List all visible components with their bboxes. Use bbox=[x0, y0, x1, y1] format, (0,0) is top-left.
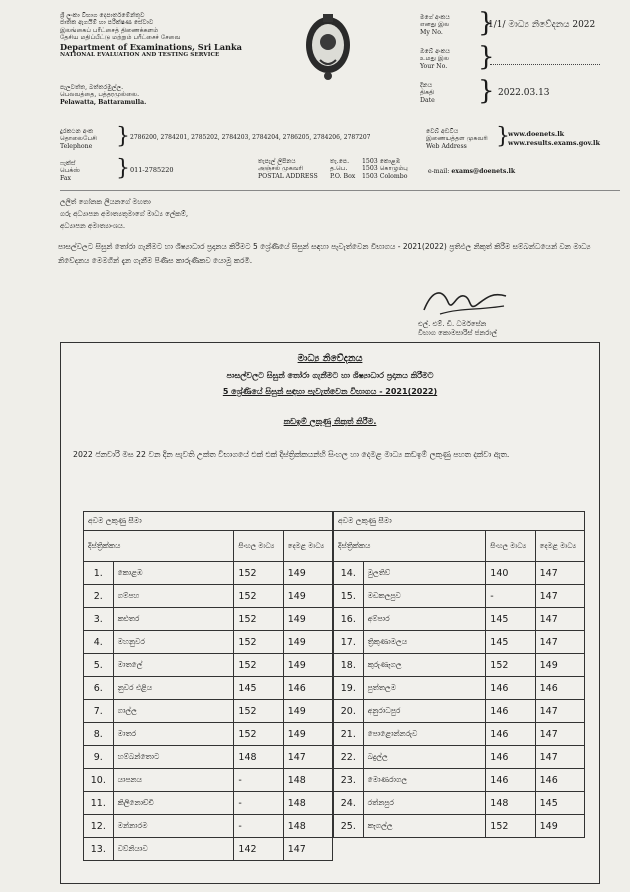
address-line: පැලවත්ත, බත්තරමුල්ල. bbox=[60, 84, 124, 91]
label: எனது இல bbox=[420, 21, 450, 29]
sinhala-cutoff: 145 bbox=[486, 608, 535, 631]
district-name: මාතලේ bbox=[113, 654, 234, 677]
table-row bbox=[84, 700, 333, 723]
sinhala-cutoff: 146 bbox=[486, 677, 535, 700]
sinhala-cutoff: 152 bbox=[234, 631, 283, 654]
label: මගේ අංකය bbox=[420, 14, 450, 21]
district-name: මාතර bbox=[113, 723, 234, 746]
tamil-cutoff: 147 bbox=[535, 608, 584, 631]
tamil-cutoff: 148 bbox=[283, 792, 332, 815]
telephone-labels bbox=[60, 128, 120, 150]
sri-lanka-emblem-icon bbox=[303, 12, 353, 82]
sinhala-cutoff: 152 bbox=[486, 815, 535, 838]
district-name: මඩකලපුව bbox=[363, 585, 486, 608]
label: Fax bbox=[60, 174, 72, 182]
address-line: பெலவத்தை, பத்தரமுல்லை. bbox=[60, 91, 140, 99]
label: இணையத்தள முகவரி bbox=[426, 135, 488, 143]
org-line: ජාතික ඇගයීම් හා පරීක්ෂණ සේවාව bbox=[60, 19, 154, 27]
sinhala-cutoff: - bbox=[234, 769, 283, 792]
label: Date bbox=[420, 96, 435, 104]
address-line: Pelawatta, Battaramulla. bbox=[60, 98, 147, 106]
row-number: 16. bbox=[334, 608, 364, 631]
district-name: පුත්තලම bbox=[363, 677, 486, 700]
tamil-cutoff: 147 bbox=[283, 746, 332, 769]
district-name: කොළඹ bbox=[113, 562, 234, 585]
notice-heading: කඩඉම් ලකුණු නිකුත් කිරීම. bbox=[283, 417, 377, 426]
sinhala-cutoff: 145 bbox=[234, 677, 283, 700]
district-name: වව්නියාව bbox=[113, 838, 234, 861]
column-header: දිස්ත්‍රික්කය bbox=[334, 531, 486, 562]
row-number: 17. bbox=[334, 631, 364, 654]
row-number: 12. bbox=[84, 815, 114, 838]
recipient-block bbox=[60, 196, 360, 232]
table-caption: අවම ලකුණු සීමා bbox=[84, 512, 333, 531]
tamil-cutoff: 148 bbox=[283, 769, 332, 792]
sinhala-cutoff: 145 bbox=[486, 631, 535, 654]
table-row bbox=[84, 769, 333, 792]
table-row bbox=[84, 815, 333, 838]
table-row bbox=[84, 723, 333, 746]
table-row bbox=[84, 838, 333, 861]
district-name: ගාල්ල bbox=[113, 700, 234, 723]
label: ඔබේ අංකය bbox=[420, 48, 451, 55]
web-link: www.results.exams.gov.lk bbox=[508, 139, 600, 147]
table-row bbox=[334, 746, 585, 769]
tamil-cutoff: 149 bbox=[283, 700, 332, 723]
table-caption: අවම ලකුණු සීමා bbox=[334, 512, 585, 531]
sinhala-cutoff: 152 bbox=[234, 654, 283, 677]
district-name: ගම්පහ bbox=[113, 585, 234, 608]
row-number: 18. bbox=[334, 654, 364, 677]
cutoff-table-right bbox=[333, 511, 585, 838]
tamil-cutoff: 145 bbox=[535, 792, 584, 815]
table-row bbox=[84, 654, 333, 677]
district-name: මහනුවර bbox=[113, 631, 234, 654]
sinhala-cutoff: - bbox=[234, 792, 283, 815]
table-row bbox=[334, 631, 585, 654]
tamil-cutoff: 146 bbox=[535, 677, 584, 700]
row-number: 6. bbox=[84, 677, 114, 700]
org-service: NATIONAL EVALUATION AND TESTING SERVICE bbox=[60, 51, 220, 58]
tamil-cutoff: 147 bbox=[535, 585, 584, 608]
sinhala-cutoff: 152 bbox=[234, 562, 283, 585]
table-row bbox=[334, 769, 585, 792]
your-number-field: ඔබේ අංකය உமது இல Your No. } bbox=[420, 48, 620, 74]
recipient-line: අධ්‍යාපන අමාත්‍යාංශය. bbox=[60, 222, 126, 230]
sinhala-cutoff: 146 bbox=[486, 769, 535, 792]
document-page: ශ්‍රී ලංකා විභාග දෙපාර්තමේන්තුව ජාතික ඇගයීම් හා පරීක්ෂණ සේවාව இலங்கைப் பரீட்சைத் திணைக்களம் தேசிய மதிப்பீட்டு மற்றும் பரீட்சைச் சேவை Department of Examinations, Sri Lanka NATIONAL EVALUATION AND TESTING SERVICE පැලවත්ත, බත්තරමුල්ල. பெலவத்தை, பத்தரமுல்லை. Pelawatta, Battaramulla. මගේ අංකය எனது இல My No. } 1/1/ මාධ්‍ය නිවේදනය 2022 ඔබේ අංකය உமது இல Your No. } දිනය திகதி Date } 2022.03.13 දුරකථන අංක தொலைபேசி Telephone } 2786200, 2784201, 2785202, 2784203, 2784204, 2786205, 2784206, 2787207 වෙබ් අඩවිය இணையத்தள முகவரி Web Address } www.doenets.lk www.results.exams.gov.lk ෆැක්ස් பெக்ஸ் Fax } 011-2785220 තැපැල් ලිපිනය அஞ்சல் முகவரி POSTAL ADDRESS තැ.පෙ. த.பெ. P.O. Box 1503 කොළඹ 1503 கொழும்பு 1503 Colombo e-mail: exams@doenets.lk ලලිත් ගෝනක ලියනගේ මහතා ගරු අධ්‍යාපන අමාත්‍යතුමාගේ මාධ්‍ය ලේකම්, අධ්‍යාපන අමාත්‍යාංශය. පාසල්වලට සිසුන් තෝරා ගැනීමට හා ශිෂ්‍යාධාර ප්‍රදානය කිරීමට 5 ශ්‍රේණියේ සිසුන් සඳහා පැවැත්වෙන විභාගය - 2021(2022) ප්‍රතිඵල නිකුත් කිරීම සම්බන්ධයෙන් වන මාධ්‍ය නිවේදනය මෙමගින් දැන ගැනීම පිණිස කාරුණිකව යොමු කරමි. එල්. එම්. ඩී. ධර්මසේන විභාග කොමසාරිස් ජනරාල් මාධ්‍ය නිවේදනය පාසල්වලට සිසුන් තෝරා ගැනීමට හා ශිෂ්‍යාධාර ප්‍රදානය කිරීමට 5 ශ්‍රේණියේ සිසුන් සඳහා පැවැත්වෙන විභාගය - 2021(2022) කඩඉම් ලකුණු නිකුත් කිරීම. 2022 ජනවාරි මස 22 වන දින පැවති උක්ත විභාගයේ එක් එක් දිස්ත්‍රික්කයන්හි සිංහල හා දෙමළ මාධ්‍ය කඩඉම් ලකුණු පහත දක්වා ඇත. අවම ලකුණු සීමා දිස්ත්‍රික්කය සිංහල මාධ්‍ය දෙමළ මාධ්‍ය 1. කොළඹ 152 149 2. ගම්පහ 152 149 3. කළුතර 152 149 4. මහනුවර 152 149 5. මාතලේ 152 149 6. නුවර එළිය 145 146 7. ගාල්ල 152 149 8. මාතර 152 149 9. හම්බන්තොට 148 147 10. යාපනය - 148 11. කිලිනොච්චි - 148 12. මන්නාරම - 148 13. වව්නියාව 142 147 අවම ලකුණු සීමා දිස්ත්‍රික්කය සිංහල මාධ්‍ය දෙමළ මාධ්‍ය 14. මුලතිව් 140 147 15. මඩකලපුව - 147 16. අම්පාර 145 147 17. ත්‍රිකුණාමලය 145 147 18. කුරුණෑගල 152 149 19. පුත්තලම 146 146 20. අනුරාධපුර 146 147 21. පොළොන්නරුව 146 147 22. බදුල්ල 146 147 23. මොණරාගල 146 146 24. රත්නපුර 148 145 25. කෑගල්ල 152 149 bbox=[0, 0, 630, 892]
label: அஞ்சல் முகவரி bbox=[258, 165, 304, 173]
tamil-cutoff: 149 bbox=[283, 585, 332, 608]
label: Web Address bbox=[426, 142, 467, 150]
sinhala-cutoff: 146 bbox=[486, 723, 535, 746]
tamil-cutoff: 146 bbox=[535, 769, 584, 792]
table-row bbox=[334, 700, 585, 723]
media-notice-panel bbox=[60, 342, 600, 884]
cutoff-table-left bbox=[83, 511, 333, 861]
column-header: දෙමළ මාධ්‍ය bbox=[535, 531, 584, 562]
tamil-cutoff: 147 bbox=[283, 838, 332, 861]
org-line: தேசிய மதிப்பீட்டு மற்றும் பரீட்சைச் சேவை bbox=[60, 34, 181, 42]
sinhala-cutoff: 152 bbox=[486, 654, 535, 677]
label: 1503 கொழும்பு bbox=[362, 165, 408, 173]
district-name: කළුතර bbox=[113, 608, 234, 631]
telephone-value: 2786200, 2784201, 2785202, 2784203, 2784204, 2786205, 2784206, 2787207 bbox=[130, 134, 371, 141]
label: දුරකථන අංක bbox=[60, 128, 94, 135]
label: திகதி bbox=[420, 89, 435, 97]
table-caption-row bbox=[84, 512, 333, 531]
table-row bbox=[334, 585, 585, 608]
row-number: 14. bbox=[334, 562, 364, 585]
row-number: 25. bbox=[334, 815, 364, 838]
column-header: දෙමළ මාධ්‍ය bbox=[283, 531, 332, 562]
recipient-line: ලලිත් ගෝනක ලියනගේ මහතා bbox=[60, 198, 151, 206]
label: My No. bbox=[420, 28, 443, 36]
label: உமது இல bbox=[420, 55, 450, 63]
sinhala-cutoff: 152 bbox=[234, 608, 283, 631]
column-header: දිස්ත්‍රික්කය bbox=[84, 531, 234, 562]
sinhala-cutoff: 140 bbox=[486, 562, 535, 585]
tamil-cutoff: 149 bbox=[283, 654, 332, 677]
district-name: බදුල්ල bbox=[363, 746, 486, 769]
row-number: 8. bbox=[84, 723, 114, 746]
row-number: 11. bbox=[84, 792, 114, 815]
sinhala-cutoff: 142 bbox=[234, 838, 283, 861]
label: වෙබ් අඩවිය bbox=[426, 128, 459, 135]
web-address bbox=[508, 130, 600, 148]
row-number: 5. bbox=[84, 654, 114, 677]
fax-value: 011-2785220 bbox=[130, 166, 174, 174]
tamil-cutoff: 147 bbox=[535, 746, 584, 769]
table-header-row bbox=[334, 531, 585, 562]
table-row bbox=[84, 585, 333, 608]
label: තැපැල් ලිපිනය bbox=[258, 158, 296, 165]
tamil-cutoff: 149 bbox=[535, 654, 584, 677]
tamil-cutoff: 147 bbox=[535, 723, 584, 746]
tamil-cutoff: 149 bbox=[283, 631, 332, 654]
label: POSTAL ADDRESS bbox=[258, 172, 318, 180]
label: பெக்ஸ் bbox=[60, 167, 81, 175]
table-header-row bbox=[84, 531, 333, 562]
column-header: සිංහල මාධ්‍ය bbox=[486, 531, 535, 562]
notice-subtitle: පාසල්වලට සිසුන් තෝරා ගැනීමට හා ශිෂ්‍යාධාර ප්‍රදානය කිරීමට bbox=[226, 371, 434, 380]
row-number: 7. bbox=[84, 700, 114, 723]
label: දිනය bbox=[420, 82, 433, 89]
table-row bbox=[84, 631, 333, 654]
district-name: අම්පාර bbox=[363, 608, 486, 631]
sinhala-cutoff: 152 bbox=[234, 723, 283, 746]
label: 1503 Colombo bbox=[362, 172, 408, 180]
table-caption-row bbox=[334, 512, 585, 531]
sinhala-cutoff: 152 bbox=[234, 585, 283, 608]
label: ෆැක්ස් bbox=[60, 160, 76, 167]
label: த.பெ. bbox=[330, 165, 348, 173]
letterhead-org bbox=[60, 12, 290, 58]
row-number: 4. bbox=[84, 631, 114, 654]
district-name: අනුරාධපුර bbox=[363, 700, 486, 723]
signature-icon bbox=[420, 284, 510, 324]
district-name: ත්‍රිකුණාමලය bbox=[363, 631, 486, 654]
sinhala-cutoff: - bbox=[234, 815, 283, 838]
tamil-cutoff: 149 bbox=[535, 815, 584, 838]
district-name: රත්නපුර bbox=[363, 792, 486, 815]
table-row bbox=[84, 608, 333, 631]
web-link: www.doenets.lk bbox=[508, 130, 565, 138]
district-name: යාපනය bbox=[113, 769, 234, 792]
row-number: 9. bbox=[84, 746, 114, 769]
sinhala-cutoff: 152 bbox=[234, 700, 283, 723]
org-name-en: Department of Examinations, Sri Lanka bbox=[60, 41, 242, 52]
row-number: 24. bbox=[334, 792, 364, 815]
tamil-cutoff: 149 bbox=[283, 562, 332, 585]
table-row bbox=[84, 792, 333, 815]
signatory-title: විභාග කොමසාරිස් ජනරාල් bbox=[418, 329, 497, 337]
row-number: 20. bbox=[334, 700, 364, 723]
signatory bbox=[418, 320, 608, 338]
table-row bbox=[334, 562, 585, 585]
district-name: නුවර එළිය bbox=[113, 677, 234, 700]
org-line: ශ්‍රී ලංකා විභාග දෙපාර්තමේන්තුව bbox=[60, 12, 145, 19]
district-name: කුරුණෑගල bbox=[363, 654, 486, 677]
district-name: කිලිනොච්චි bbox=[113, 792, 234, 815]
row-number: 22. bbox=[334, 746, 364, 769]
my-number-value: 1/1/ මාධ්‍ය නිවේදනය 2022 bbox=[488, 20, 596, 30]
tamil-cutoff: 149 bbox=[283, 608, 332, 631]
notice-title: මාධ්‍ය නිවේදනය bbox=[297, 353, 363, 364]
district-name: මුලතිව් bbox=[363, 562, 486, 585]
tamil-cutoff: 148 bbox=[283, 815, 332, 838]
label: தொலைபேசி bbox=[60, 135, 97, 143]
table-body bbox=[84, 562, 333, 861]
tamil-cutoff: 147 bbox=[535, 631, 584, 654]
district-name: මන්නාරම bbox=[113, 815, 234, 838]
row-number: 10. bbox=[84, 769, 114, 792]
email-value: exams@doenets.lk bbox=[451, 168, 516, 175]
label: Telephone bbox=[60, 142, 93, 150]
district-name: හම්බන්තොට bbox=[113, 746, 234, 769]
label: Your No. bbox=[420, 62, 448, 70]
sinhala-cutoff: 148 bbox=[234, 746, 283, 769]
notice-subtitle: 5 ශ්‍රේණියේ සිසුන් සඳහා පැවැත්වෙන විභාගය - 2021(2022) bbox=[222, 387, 438, 396]
date-field: දිනය திகதி Date } 2022.03.13 bbox=[420, 76, 550, 106]
email-label: e-mail: bbox=[428, 168, 450, 175]
address-block bbox=[60, 84, 210, 106]
tamil-cutoff: 149 bbox=[283, 723, 332, 746]
row-number: 21. bbox=[334, 723, 364, 746]
column-header: සිංහල මාධ්‍ය bbox=[234, 531, 283, 562]
label: 1503 කොළඹ bbox=[362, 158, 401, 165]
sinhala-cutoff: - bbox=[486, 585, 535, 608]
table-row bbox=[334, 654, 585, 677]
table-row bbox=[84, 677, 333, 700]
sinhala-cutoff: 148 bbox=[486, 792, 535, 815]
label: තැ.පෙ. bbox=[330, 158, 350, 165]
row-number: 19. bbox=[334, 677, 364, 700]
tamil-cutoff: 147 bbox=[535, 562, 584, 585]
table-row bbox=[334, 792, 585, 815]
table-row bbox=[334, 608, 585, 631]
table-body bbox=[334, 562, 585, 838]
fax-labels bbox=[60, 160, 120, 182]
table-row bbox=[84, 562, 333, 585]
pobox-values bbox=[362, 158, 422, 180]
label: P.O. Box bbox=[330, 172, 356, 180]
row-number: 15. bbox=[334, 585, 364, 608]
district-name: මොණරාගල bbox=[363, 769, 486, 792]
table-row bbox=[334, 815, 585, 838]
sinhala-cutoff: 146 bbox=[486, 746, 535, 769]
row-number: 13. bbox=[84, 838, 114, 861]
row-number: 2. bbox=[84, 585, 114, 608]
sinhala-cutoff: 146 bbox=[486, 700, 535, 723]
tamil-cutoff: 146 bbox=[283, 677, 332, 700]
date-value: 2022.03.13 bbox=[498, 88, 550, 98]
postal-labels bbox=[258, 158, 328, 180]
row-number: 23. bbox=[334, 769, 364, 792]
notice-intro: 2022 ජනවාරි මස 22 වන දින පැවති උක්ත විභාගයේ එක් එක් දිස්ත්‍රික්කයන්හි සිංහල හා දෙමළ මාධ්‍ය කඩඉම් ලකුණු පහත දක්වා ඇත. bbox=[73, 450, 510, 459]
letter-paragraph: පාසල්වලට සිසුන් තෝරා ගැනීමට හා ශිෂ්‍යාධාර ප්‍රදානය කිරීමට 5 ශ්‍රේණියේ සිසුන් සඳහා පැවැත්වෙන විභාගය - 2021(2022) ප්‍රතිඵල නිකුත් කිරීම සම්බන්ධයෙන් වන මාධ්‍ය නිවේදනය මෙමගින් දැන ගැනීම පිණිස කාරුණිකව යොමු කරමි. bbox=[58, 242, 591, 265]
web-labels bbox=[426, 128, 498, 150]
district-name: කෑගල්ල bbox=[363, 815, 486, 838]
signatory-name: එල්. එම්. ඩී. ධර්මසේන bbox=[418, 320, 487, 328]
district-name: පොළොන්නරුව bbox=[363, 723, 486, 746]
my-number-field: මගේ අංකය எனது இல My No. } 1/1/ මාධ්‍ය නිවේදනය 2022 bbox=[420, 8, 596, 38]
table-row bbox=[334, 677, 585, 700]
table-row bbox=[84, 746, 333, 769]
table-row bbox=[334, 723, 585, 746]
row-number: 3. bbox=[84, 608, 114, 631]
email-line bbox=[428, 168, 515, 175]
org-line: இலங்கைப் பரீட்சைத் திணைக்களம் bbox=[60, 26, 159, 34]
row-number: 1. bbox=[84, 562, 114, 585]
recipient-line: ගරු අධ්‍යාපන අමාත්‍යතුමාගේ මාධ්‍ය ලේකම්, bbox=[60, 210, 189, 218]
divider bbox=[60, 190, 620, 191]
pobox-labels bbox=[330, 158, 360, 180]
tamil-cutoff: 147 bbox=[535, 700, 584, 723]
